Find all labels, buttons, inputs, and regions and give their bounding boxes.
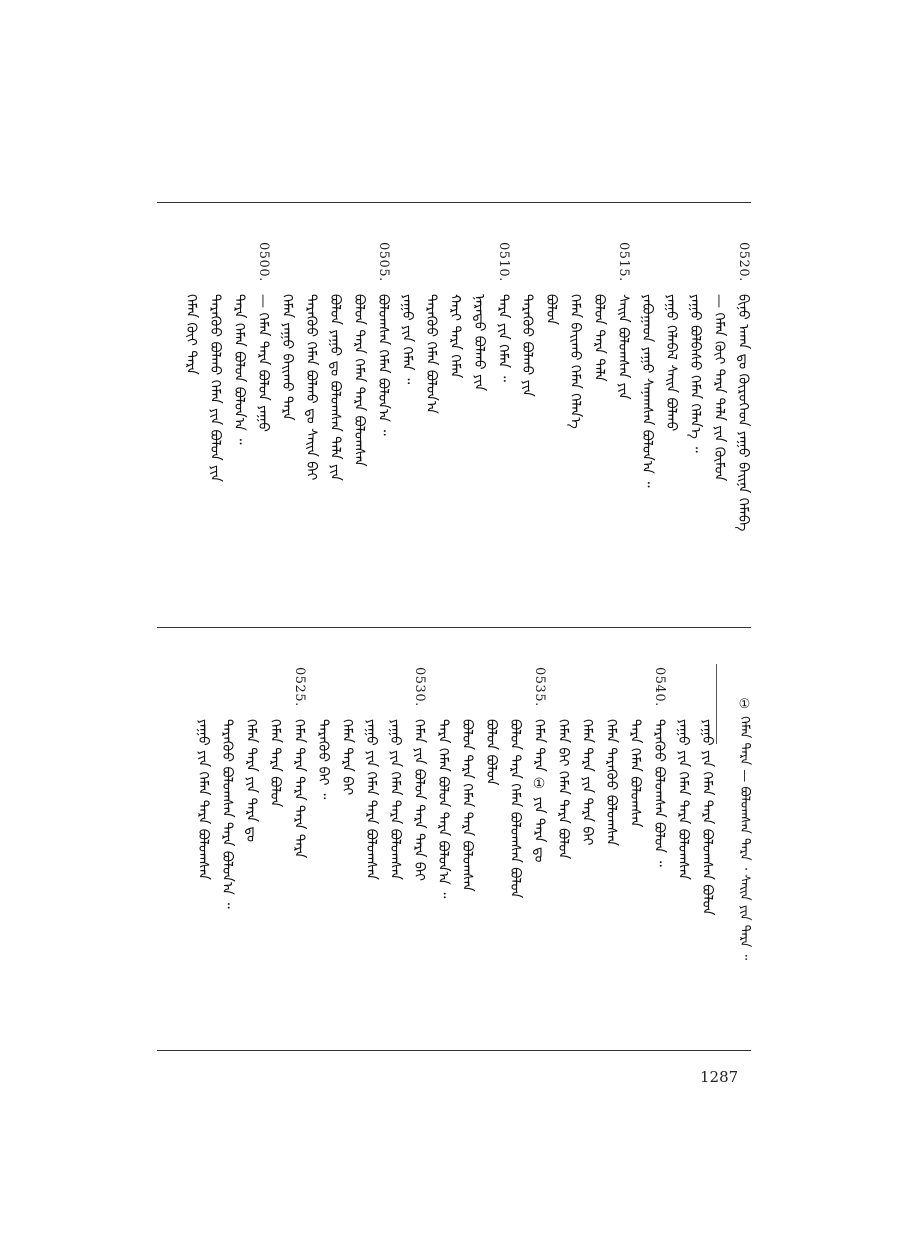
line-number: 0525.	[292, 667, 307, 707]
bottom-section	[157, 627, 751, 1050]
text-column	[565, 242, 585, 602]
verse-line: ᠶᠠᠭᠤ ᠶᠢᠨ ᠬᠡᠮᠡᠨ ᠃	[399, 294, 415, 385]
verse-line: ᠪᠣᠯᠤᠨ ᠶᠠᠭᠤ ᠳᠣ ᠪᠣᠯᠤᠭᠰᠠᠨ ᠲᠠᠯᠠ ᠶᠢᠨ	[327, 294, 343, 481]
text-column	[337, 667, 357, 1027]
text-column	[733, 242, 753, 602]
text-column	[457, 667, 477, 1027]
verse-line: ᠪᠣᠯᠤᠨ ᠲᠡᠷᠡ ᠬᠡᠮᠡᠨ ᠲᠡᠷᠡ ᠪᠣᠯᠤᠭᠰᠠᠨ	[459, 719, 475, 892]
text-column	[517, 242, 537, 602]
text-column	[229, 242, 249, 602]
text-column	[349, 242, 369, 602]
verse-line: ᠪᠢᠨᠤ ᠠᠬᠠ ᠳᠣ ᠬᠦᠷᠦᠭᠡᠳ ᠶᠠᠭᠤ ᠪᠠᠢᠨᠠ ᠬᠡᠮᠡᠪᠡ	[735, 294, 751, 532]
verse-line: ᠶᠠᠭᠤ ᠶᠢᠨ ᠬᠡᠮᠡᠨ ᠲᠡᠷᠡ ᠪᠣᠯᠤᠭᠰᠠᠨ	[195, 719, 211, 880]
text-column	[409, 667, 429, 1027]
verse-line: ᠪᠣᠯᠤᠨ ᠲᠡᠷᠡ ᠬᠡᠮᠡᠨ ᠲᠡᠷᠡ ᠪᠣᠯᠤᠭᠰᠠᠨ	[351, 294, 367, 467]
verse-line: ᠬᠡᠮᠡᠨ ᠲᠡᠷᠡ ᠪᠠᠢ	[339, 719, 355, 796]
top-section	[157, 202, 751, 627]
verse-line: ᠲᠡᠷᠡ ᠬᠡᠮᠡᠨ ᠪᠣᠯᠤᠨ ᠲᠡᠷᠡ ᠪᠣᠯᠤᠨ᠎ᠠ ᠃	[435, 719, 451, 899]
verse-line: ᠬᠡᠮᠡᠨ ᠶᠢᠨ ᠪᠣᠯᠤᠨ ᠲᠡᠷᠡ ᠲᠡᠷᠡ ᠪᠠᠢ	[411, 719, 427, 882]
verse-line: ᠲᠡᠷᠡ ᠶᠢᠨ ᠬᠡᠮᠡᠨ ᠃	[495, 294, 511, 382]
verse-line: ᠲᠡᠷᠡᠭᠦᠦ ᠪᠣᠯᠤᠭᠰᠠᠨ ᠪᠣᠯᠤᠨ ᠃	[651, 719, 667, 867]
text-column	[193, 667, 213, 1027]
text-column	[313, 667, 333, 1027]
verse-line: ᠪᠣᠯᠤᠨ ᠪᠣᠯᠤᠨ	[483, 719, 499, 786]
verse-line: ᠪᠣᠯᠤᠨ ᠲᠡᠷᠡ ᠬᠡᠮᠡᠨ ᠪᠣᠯᠤᠭᠰᠠᠨ ᠪᠣᠯᠤᠨ	[507, 719, 523, 899]
verse-line: ᠬᠡᠮᠡᠨ ᠲᠡᠷᠡ ᠶᠢᠨ ᠲᠡᠷᠡ ᠪᠠᠢ	[579, 719, 595, 846]
verse-line: ᠲᠡᠷᠡᠭᠦᠦ ᠪᠣᠯᠬᠤ ᠶᠢᠨ	[519, 294, 535, 397]
verse-line: ᠲᠡᠷᠡ ᠬᠡᠮᠡᠨ ᠪᠣᠯᠤᠨ ᠪᠣᠯᠤᠨ᠎ᠠ ᠃	[231, 294, 247, 445]
text-column	[625, 667, 645, 1027]
text-column	[289, 667, 309, 1027]
text-column	[469, 242, 489, 602]
verse-line: ᠬᠡᠮᠡᠨ ᠲᠡᠷᠡ ᠪᠣᠯᠤᠨ	[267, 719, 283, 808]
text-column	[589, 242, 609, 602]
text-column	[397, 242, 417, 602]
text-column	[613, 242, 633, 602]
page-number: 1287	[700, 1068, 739, 1086]
text-column	[541, 242, 561, 602]
text-column	[181, 242, 201, 602]
verse-line: ᠬᠡᠮᠡᠨ ᠶᠠᠭᠤ ᠪᠠᠢᠬᠤ ᠲᠡᠷᠡ	[279, 294, 295, 421]
text-column	[601, 667, 621, 1027]
verse-line: ᠬᠡᠮᠡᠨ ᠲᠡᠷᠡ ① ᠶᠢᠨ ᠲᠡᠷᠡ ᠳᠣ	[531, 719, 547, 863]
line-number: 0520.	[736, 242, 751, 282]
line-number: 0535.	[532, 667, 547, 707]
text-column	[505, 667, 525, 1027]
text-column	[577, 667, 597, 1027]
verse-line: ᠶᠠᠭᠤ ᠶᠢᠨ ᠬᠡᠮᠡᠨ ᠲᠡᠷᠡ ᠪᠣᠯᠤᠭᠰᠠᠨ	[675, 719, 691, 880]
verse-line: — ᠬᠡᠮᠡᠨ ᠬᠦᠢ ᠲᠡᠷᠡ ᠲᠠᠯᠠ ᠶᠢᠨ ᠬᠥᠮᠦᠨ	[711, 294, 727, 482]
bottom-rule	[157, 1050, 751, 1051]
footnote: ① ᠬᠡᠮᠡᠨ ᠲᠡᠷᠡ — ᠪᠣᠯᠤᠭᠰᠠᠨ ᠲᠡᠷᠡ ᠂ ᠰᠠᠢᠨ ᠶᠢᠨ ᠲᠡᠷᠡ ᠃	[737, 697, 752, 961]
verse-line: ᠶᠠᠪᠤᠭᠠᠳ ᠶᠠᠭᠤ ᠰᠠᠨᠠᠭᠰᠠᠨ ᠪᠣᠯᠤᠨ᠎ᠠ ᠃	[639, 294, 655, 488]
verse-line: ᠲᠡᠷᠡᠭᠦᠦ ᠪᠣᠯᠬᠤ ᠬᠡᠮᠡᠨ ᠶᠢᠨ ᠪᠣᠯᠤᠨ ᠶᠢᠨ	[207, 294, 223, 482]
verse-line: ᠬᠡᠮᠡᠨ ᠲᠡᠷᠡᠭᠦᠦ ᠪᠣᠯᠤᠭᠰᠠᠨ	[603, 719, 619, 846]
text-column	[433, 667, 453, 1027]
footnote-rule	[716, 664, 717, 744]
verse-line: ᠨᠡᠷᠡᠳᠦ ᠪᠣᠯᠬᠤ ᠶᠢᠨ	[471, 294, 487, 392]
text-column	[325, 242, 345, 602]
line-number: 0505.	[376, 242, 391, 282]
verse-line: ᠶᠠᠭᠤ ᠶᠢᠨ ᠬᠡᠮᠡᠨ ᠲᠡᠷᠡ ᠪᠣᠯᠤᠭᠰᠠᠨ	[387, 719, 403, 880]
verse-line: ᠲᠡᠷᠡ ᠬᠡᠮᠡᠨ ᠪᠣᠯᠤᠭᠰᠠᠨ	[627, 719, 643, 828]
text-column	[385, 667, 405, 1027]
verse-line: ᠲᠡᠷᠡᠭᠦᠦ ᠬᠡᠮᠡᠨ ᠪᠣᠯᠤᠨ᠎ᠠ	[423, 294, 439, 414]
verse-line: ᠲᠡᠷᠡᠭᠦᠦ ᠬᠡᠮᠡᠨ ᠪᠣᠯᠬᠤ ᠳᠣ ᠰᠠᠢᠨ ᠪᠠᠢ	[303, 294, 319, 481]
verse-line: ᠰᠠᠢᠨ ᠪᠣᠯᠤᠭᠰᠠᠨ ᠶᠢᠨ	[615, 294, 631, 400]
line-number: 0530.	[412, 667, 427, 707]
text-column	[529, 667, 549, 1027]
verse-line: ᠪᠣᠯᠤᠭᠰᠠᠨ ᠬᠡᠮᠡᠨ ᠪᠣᠯᠤᠨ᠎ᠠ ᠃	[375, 294, 391, 436]
verse-line: — ᠬᠡᠮᠡᠨ ᠲᠡᠷᠡ ᠪᠣᠯᠤᠨ ᠶᠠᠭᠤ	[255, 294, 271, 432]
line-number: 0540.	[652, 667, 667, 707]
text-column	[217, 667, 237, 1027]
verse-line: ᠬᠡᠮᠡᠨ ᠲᠡᠷᠡ ᠲᠡᠷᠡ ᠲᠡᠷᠡ ᠲᠡᠷᠡ	[291, 719, 307, 859]
line-number: 0510.	[496, 242, 511, 282]
text-column	[253, 242, 273, 602]
verse-line: ᠶᠠᠭᠤ ᠪᠣᠯᠪᠠᠰᠤ ᠬᠡᠮᠡᠨ ᠬᠡᠯᠡᠨ᠎ᠡ ᠃	[687, 294, 703, 453]
line-number: 0500.	[256, 242, 271, 282]
verse-line: ᠲᠡᠷᠡᠭᠦᠦ ᠪᠠᠢ ᠃	[315, 719, 331, 800]
text-column	[277, 242, 297, 602]
text-column	[421, 242, 441, 602]
text-column	[553, 667, 573, 1027]
verse-line: ᠬᠡᠮᠡᠨ ᠪᠠᠢ ᠬᠡᠮᠡᠨ ᠲᠡᠷᠡ ᠪᠣᠯᠤᠨ	[555, 719, 571, 860]
verse-line: ᠪᠣᠯᠤᠨ ᠲᠡᠷᠡ ᠲᠠᠯᠠ	[591, 294, 607, 382]
text-column	[361, 667, 381, 1027]
verse-line: ᠬᠡᠮᠡᠨ ᠬᠦᠢ ᠲᠡᠷᠡ	[183, 294, 199, 375]
text-column	[493, 242, 513, 602]
text-column	[637, 242, 657, 602]
verse-line: ᠬᠠᠷᠢ ᠲᠡᠷᠡ ᠬᠡᠮᠡᠨ	[447, 294, 463, 379]
text-column	[301, 242, 321, 602]
text-column	[661, 242, 681, 602]
verse-line: ᠪᠣᠯᠤᠨ	[543, 294, 559, 326]
text-column	[709, 242, 729, 602]
text-column	[445, 242, 465, 602]
text-column	[373, 242, 393, 602]
text-column	[685, 242, 705, 602]
text-column	[205, 242, 225, 602]
verse-line: ᠶᠠᠭᠤ ᠶᠢᠨ ᠬᠡᠮᠡᠨ ᠲᠡᠷᠡ ᠪᠣᠯᠤᠭᠰᠠᠨ ᠪᠣᠯᠤᠨ	[699, 719, 715, 916]
text-column	[673, 667, 693, 1027]
verse-line: ᠲᠡᠷᠡᠭᠦᠦ ᠪᠣᠯᠤᠭᠰᠠᠨ ᠲᠡᠷᠡ ᠪᠣᠯᠤᠨ᠎ᠠ ᠃	[219, 719, 235, 909]
line-number: 0515.	[616, 242, 631, 282]
text-column	[697, 667, 717, 1027]
text-column	[649, 667, 669, 1027]
text-column	[481, 667, 501, 1027]
verse-line: ᠬᠡᠮᠡᠨ ᠪᠠᠢᠬᠤ ᠬᠡᠮᠡᠨ ᠬᠡᠯᠡᠨ᠎ᠡ	[567, 294, 583, 429]
verse-line: ᠶᠠᠭᠤ ᠬᠡᠯᠡᠪᠡᠯ ᠰᠠᠢᠨ ᠪᠣᠯᠬᠤ	[663, 294, 679, 432]
verse-line: ᠶᠠᠭᠤ ᠶᠢᠨ ᠬᠡᠮᠡᠨ ᠲᠡᠷᠡ ᠪᠣᠯᠤᠭᠰᠠᠨ	[363, 719, 379, 880]
text-column	[265, 667, 285, 1027]
text-column	[241, 667, 261, 1027]
verse-line: ᠬᠡᠮᠡᠨ ᠲᠡᠷᠡ ᠶᠢᠨ ᠲᠡᠷᠡ ᠳᠣ	[243, 719, 259, 843]
